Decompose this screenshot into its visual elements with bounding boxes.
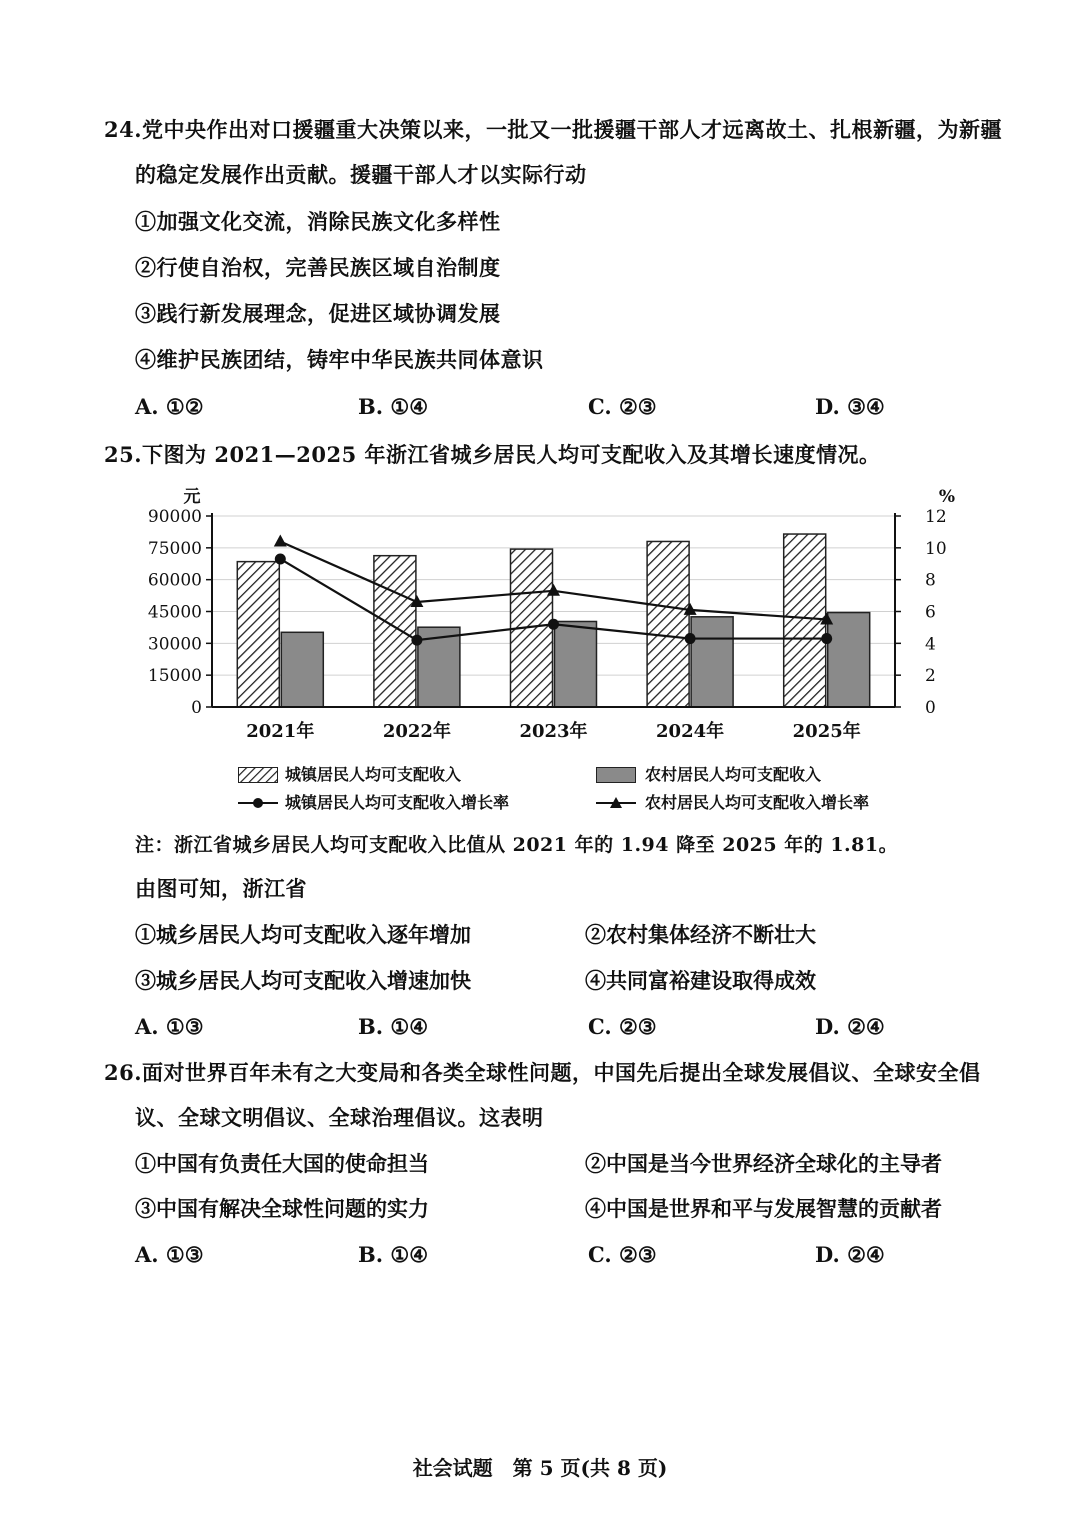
q26-option-2: ②中国是当今世界经济全球化的主导者 (585, 1151, 942, 1176)
x-tick-label: 2024年 (656, 721, 725, 742)
left-tick-label: 90000 (147, 507, 202, 527)
right-tick-label: 2 (925, 666, 936, 687)
q26-choice-b[interactable]: B. ①④ (358, 1242, 429, 1267)
q24-choice-b[interactable]: B. ①④ (358, 394, 429, 419)
legend-urban-income: 城镇居民人均可支配收入 (285, 765, 462, 784)
q26-stem-line2: 议、全球文明倡议、全球治理倡议。这表明 (135, 1105, 544, 1130)
legend-rural-income-swatch (596, 767, 636, 783)
q24-choice-a[interactable]: A. ①② (135, 394, 204, 419)
urban-growth-point (548, 619, 559, 630)
right-tick-label: 4 (925, 634, 936, 655)
left-tick-label: 15000 (147, 666, 202, 687)
legend-rural-growth-swatch (596, 795, 636, 811)
q25-choice-b[interactable]: B. ①④ (358, 1014, 429, 1039)
q24-choice-d[interactable]: D. ③④ (815, 394, 885, 419)
right-tick-label: 10 (925, 538, 947, 559)
x-tick-label: 2023年 (519, 721, 588, 742)
right-tick-label: 8 (925, 570, 936, 591)
legend-rural-growth: 农村居民人均可支配收入增长率 (645, 793, 870, 812)
income-chart (0, 480, 1080, 800)
q24-option-4: ④维护民族团结，铸牢中华民族共同体意识 (135, 347, 544, 372)
q24-stem-line2: 的稳定发展作出贡献。援疆干部人才以实际行动 (135, 162, 587, 187)
legend-urban-income-swatch (238, 767, 278, 783)
rural-income-bar (828, 613, 870, 707)
urban-income-bar (647, 541, 689, 707)
q25-stem: 25.下图为 2021—2025 年浙江省城乡居民人均可支配收入及其增长速度情况。 (104, 442, 881, 467)
urban-growth-point (685, 633, 696, 644)
rural-growth-point (274, 534, 287, 546)
left-tick-label: 30000 (147, 634, 202, 655)
x-tick-label: 2025年 (792, 721, 861, 742)
q26-option-3: ③中国有解决全球性问题的实力 (135, 1196, 429, 1221)
q24-option-2: ②行使自治权，完善民族区域自治制度 (135, 255, 501, 280)
page-footer: 社会试题 第 5 页(共 8 页) (412, 1456, 668, 1480)
q25-choice-c[interactable]: C. ②③ (588, 1014, 657, 1039)
q25-choice-a[interactable]: A. ①③ (135, 1014, 204, 1039)
q26-stem-line1: 26.面对世界百年未有之大变局和各类全球性问题，中国先后提出全球发展倡议、全球安全倡 (104, 1060, 981, 1085)
q25-option-2: ②农村集体经济不断壮大 (585, 922, 816, 947)
q25-note: 注：浙江省城乡居民人均可支配收入比值从 2021 年的 1.94 降至 2025 年的 1.81。 (135, 834, 899, 856)
left-tick-label: 45000 (147, 602, 202, 623)
q24-stem-line1: 24.党中央作出对口援疆重大决策以来，一批又一批援疆干部人才远离故土、扎根新疆，为新疆 (104, 117, 1003, 142)
urban-income-bar (237, 562, 279, 707)
q26-option-4: ④中国是世界和平与发展智慧的贡献者 (585, 1196, 942, 1221)
left-axis-unit: 元 (183, 487, 201, 507)
q25-option-1: ①城乡居民人均可支配收入逐年增加 (135, 922, 471, 947)
q25-choice-d[interactable]: D. ②④ (815, 1014, 885, 1039)
q26-choice-d[interactable]: D. ②④ (815, 1242, 885, 1267)
q24-option-3: ③践行新发展理念，促进区域协调发展 (135, 301, 501, 326)
right-tick-label: 12 (925, 507, 947, 527)
right-tick-label: 0 (925, 698, 936, 718)
q25-lead: 由图可知，浙江省 (135, 876, 307, 901)
rural-income-bar (281, 632, 323, 707)
urban-income-bar (784, 534, 826, 707)
q24-option-1: ①加强文化交流，消除民族文化多样性 (135, 209, 501, 234)
legend-rural-income: 农村居民人均可支配收入 (645, 765, 822, 784)
urban-income-bar (374, 556, 416, 707)
legend-urban-growth: 城镇居民人均可支配收入增长率 (285, 793, 510, 812)
q24-choice-c[interactable]: C. ②③ (588, 394, 657, 419)
left-tick-label: 60000 (147, 570, 202, 591)
urban-growth-point (275, 553, 286, 564)
x-tick-label: 2022年 (382, 721, 451, 742)
legend-urban-growth-swatch (238, 795, 278, 811)
left-tick-label: 0 (191, 698, 202, 718)
urban-growth-point (411, 635, 422, 646)
right-axis-unit: % (938, 487, 956, 507)
urban-growth-point (821, 633, 832, 644)
rural-income-bar (691, 617, 733, 707)
q26-choice-c[interactable]: C. ②③ (588, 1242, 657, 1267)
q26-option-1: ①中国有负责任大国的使命担当 (135, 1151, 429, 1176)
right-tick-label: 6 (925, 602, 936, 623)
q25-option-3: ③城乡居民人均可支配收入增速加快 (135, 968, 471, 993)
q26-choice-a[interactable]: A. ①③ (135, 1242, 204, 1267)
x-tick-label: 2021年 (246, 721, 315, 742)
q25-option-4: ④共同富裕建设取得成效 (585, 968, 816, 993)
left-tick-label: 75000 (147, 538, 202, 559)
rural-income-bar (555, 621, 597, 707)
